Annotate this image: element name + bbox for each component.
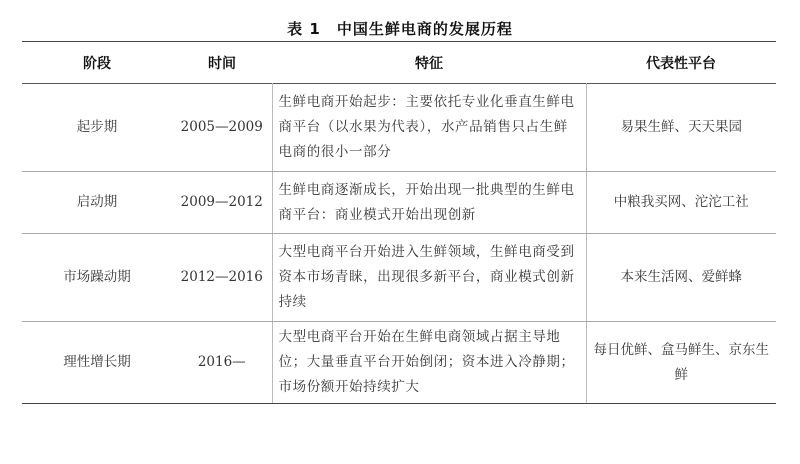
time-cell: 2009—2012: [172, 172, 272, 234]
feature-cell: 生鲜电商逐渐成长，开始出现一批典型的生鲜电商平台：商业模式开始出现创新: [272, 172, 586, 234]
table-row: [22, 172, 776, 234]
table-row: [22, 234, 776, 322]
header-time: 时间: [208, 55, 236, 72]
header-feature: 特征: [415, 55, 443, 72]
time-cell: 2012—2016: [172, 234, 272, 322]
platforms-cell: 每日优鲜、盒马鲜生、京东生鲜: [586, 322, 776, 404]
stage-cell: 理性增长期: [22, 322, 172, 404]
feature-cell: 大型电商平台开始进入生鲜领域，生鲜电商受到资本市场青睐，出现很多新平台，商业模式创新持续: [272, 234, 586, 322]
time-cell: 2016—: [172, 322, 272, 404]
header-row: [22, 42, 776, 84]
feature-cell: 大型电商平台开始在生鲜电商领域占据主导地位；大量垂直平台开始倒闭；资本进入冷静期；市场份额开始持续扩大: [272, 322, 586, 404]
platforms-cell: 易果生鲜、天天果园: [586, 84, 776, 172]
header-stage: 阶段: [83, 55, 111, 72]
stage-cell: 起步期: [22, 84, 172, 172]
time-cell: 2005—2009: [172, 84, 272, 172]
table-caption: 表 1 中国生鲜电商的发展历程: [287, 20, 513, 38]
history-table: [22, 41, 776, 404]
platforms-cell: 本来生活网、爱鲜蜂: [586, 234, 776, 322]
table-row: [22, 322, 776, 404]
stage-cell: 启动期: [22, 172, 172, 234]
platforms-cell: 中粮我买网、沱沱工社: [586, 172, 776, 234]
table-row: [22, 84, 776, 172]
feature-cell: 生鲜电商开始起步：主要依托专业化垂直生鲜电商平台（以水果为代表），水产品销售只占生鲜电商的很小一部分: [272, 84, 586, 172]
header-platforms: 代表性平台: [646, 55, 716, 72]
stage-cell: 市场躁动期: [22, 234, 172, 322]
